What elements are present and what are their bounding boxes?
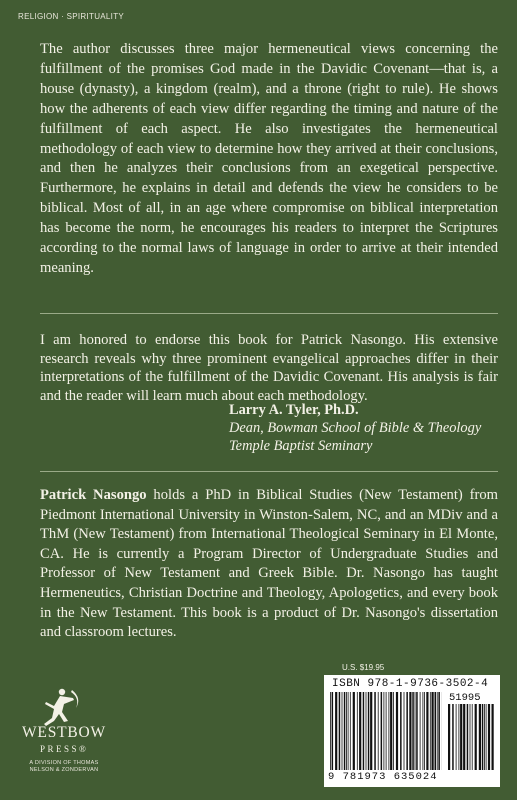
endorsement-quote: I am honored to endorse this book for Patrick Nasongo. His extensive research reveals why three prominent evangelical approaches differ in their interpretations of the fulfillment of the Davidic Covenant. His analysis is fair and the reader will learn much about each methodology. — [40, 332, 498, 404]
barcode-addon-icon — [448, 704, 494, 770]
endorser-title: Dean, Bowman School of Bible & Theology — [229, 420, 482, 436]
category-label: RELIGION · SPIRITUALITY — [18, 12, 125, 21]
author-bio-text: holds a PhD in Biblical Studies (New Testament) from Piedmont International University in Winston-Salem, NC, and an MDiv and a ThM (New Testament) from International Theological Seminary in El Monte, CA. He is currently a Program Director of Undergraduate Studies and Professor of New Testament and Greek Bible. Dr. Nasongo has taught Hermeneutics, Christian Doctrine and Theology, Apologetics, and every book in the New Testament. This book is a product of Dr. Nasongo's dissertation and classroom lectures. — [40, 487, 498, 641]
author-name: Patrick Nasongo — [40, 487, 147, 503]
book-description: The author discusses three major hermeneutical views concerning the fulfillment of the promises God made in the Davidic Covenant—that is, a house (dynasty), a kingdom (realm), and a throne (right to rule). He shows how the adherents of each view differ regarding the timing and nature of the fulfillment of each aspect. He also investigates the hermeneutical methodology of each view to determine how they arrived at their conclusions, and then he analyzes their conclusions from an exegetical perspective. Furthermore, he explains in detail and defends the view he considers to be biblical. Most of all, in an age where compromise on biblical interpretation has become the norm, he encourages his readers to interpret the Scriptures according to the normal laws of language in order to arrive at their intended meaning. — [40, 41, 498, 276]
endorser-institution: Temple Baptist Seminary — [229, 438, 373, 454]
divider-bottom — [40, 471, 498, 472]
isbn-barcode — [324, 675, 500, 787]
publisher-name: WESTBOW — [22, 724, 106, 741]
divider-top — [40, 313, 498, 314]
barcode-digits: 9 781973 635024 — [328, 771, 438, 783]
endorser-block — [229, 401, 481, 455]
author-bio — [40, 486, 498, 643]
isbn-text: ISBN 978-1-9736-3502-4 — [332, 678, 489, 690]
barcode-addon-text: 51995 — [449, 692, 481, 704]
barcode-main-icon — [330, 692, 442, 770]
publisher-press: PRESS® — [40, 744, 89, 754]
endorser-name: Larry A. Tyler, Ph.D. — [229, 402, 359, 418]
price-label: U.S. $19.95 — [342, 663, 385, 672]
publisher-division: A DIVISION OF THOMAS NELSON & ZONDERVAN — [29, 760, 99, 773]
